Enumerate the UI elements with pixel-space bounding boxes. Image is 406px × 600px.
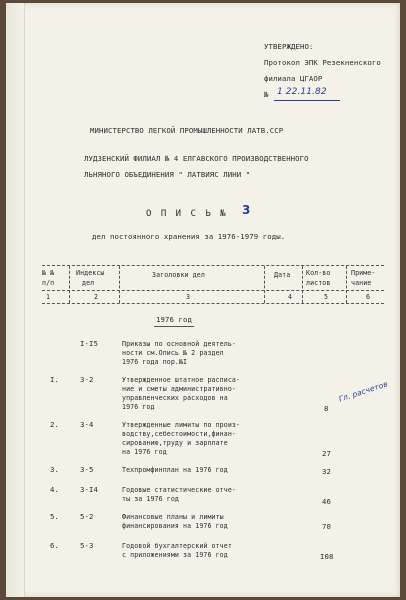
binding-margin (6, 3, 25, 597)
row-title-line: Утвержденные лимиты по произ- (122, 421, 241, 429)
col-date-header: Дата (274, 271, 291, 279)
col-number-3: 3 (186, 293, 191, 301)
col-notes-header: Приме- (351, 269, 376, 277)
approval-heading: УТВЕРЖДЕНО: (264, 42, 314, 51)
col-sep (346, 266, 347, 303)
col-num-header-2: п/п (42, 279, 55, 287)
row-sheets: 8 (324, 404, 329, 413)
row-title-line: 1976 год (122, 403, 155, 411)
col-sep (119, 266, 120, 303)
year-heading: 1976 год (156, 315, 192, 324)
table-header-top-rule (42, 265, 384, 266)
row-index: 5-3 (80, 541, 94, 550)
approval-branch: филиала ЦГАОР (264, 74, 323, 83)
col-number-5: 5 (324, 293, 329, 301)
opis-number: 3 (242, 203, 251, 217)
col-sheets-header-2: листов (306, 279, 331, 287)
col-number-1: 1 (46, 293, 51, 301)
row-title-line: водству,себестоимости,финан- (122, 430, 236, 438)
row-number: I. (50, 375, 59, 384)
col-sheets-header: Кол-во (306, 269, 331, 277)
row-title-line: Утвержденное штатное расписа- (122, 376, 241, 384)
col-index-header-2: дел (82, 279, 95, 287)
row-index: 3-2 (80, 375, 94, 384)
row-title-line: сированию,труду и зарплате (122, 439, 228, 447)
row-number: 5. (50, 512, 59, 521)
row-number: 2. (50, 420, 59, 429)
row-title-line: Техпромфинплан на 1976 год (122, 466, 228, 474)
table-header-bottom-rule (42, 303, 384, 304)
table-header-mid-rule (42, 290, 384, 291)
row-title-line: управленческих расходов на (122, 394, 228, 402)
col-notes-header-2: чание (351, 279, 372, 287)
row-sheets: I08 (320, 552, 334, 561)
organization-line-1: ЛУДЗЕНСКИЙ ФИЛИАЛ № 4 ЕЛГАВСКОГО ПРОИЗВОДСТВЕННОГО (84, 154, 309, 163)
row-sheets: 70 (322, 522, 331, 531)
row-title-line: 1976 года пор.№I (122, 358, 188, 366)
row-number: 4. (50, 485, 59, 494)
col-number-4: 4 (288, 293, 293, 301)
ministry-line: МИНИСТЕРСТВО ЛЕГКОЙ ПРОМЫШЛЕННОСТИ ЛАТВ.ССР (90, 126, 284, 135)
col-number-6: 6 (366, 293, 371, 301)
row-index: I-I5 (80, 339, 98, 348)
row-number: 6. (50, 541, 59, 550)
col-num-header: № № (42, 269, 55, 277)
col-sep (69, 266, 70, 303)
row-title-line: Приказы по основной деятель- (122, 340, 236, 348)
approval-handwritten-date: 1 22.11.82 (277, 87, 327, 97)
document-page (6, 3, 400, 597)
row-index: 5-2 (80, 512, 94, 521)
row-title-line: ности см.Опись № 2 раздел (122, 349, 224, 357)
col-index-header: Индексы (76, 269, 105, 277)
row-index: 3-5 (80, 465, 94, 474)
row-title-line: с приложениями за 1976 год (122, 551, 228, 559)
col-sep (302, 266, 303, 303)
row-index: 3-4 (80, 420, 94, 429)
handwritten-note: Гл. расчетов (337, 379, 389, 404)
approval-protocol: Протокол ЭПК Резекненского (264, 58, 381, 67)
row-title-line: Годовой бухгалтерский отчет (122, 542, 232, 550)
row-number: 3. (50, 465, 59, 474)
row-title-line: финансирования на 1976 год (122, 522, 228, 530)
col-number-2: 2 (94, 293, 99, 301)
row-sheets: 32 (322, 467, 331, 476)
approval-underline (274, 100, 340, 101)
row-title-line: Финансовые планы и лимиты (122, 513, 224, 521)
organization-line-2: ЛЬНЯНОГО ОБЪЕДИНЕНИЯ " ЛАТВИЯС ЛИНИ " (84, 170, 251, 179)
row-title-line: ты за 1976 год (122, 495, 179, 503)
approval-number-prefix: № (264, 90, 269, 99)
row-title-line: на 1976 год (122, 448, 167, 456)
row-title-line: ние и сметы административно- (122, 385, 236, 393)
opis-subtitle: дел постоянного хранения за 1976-1979 годы. (92, 232, 286, 241)
year-underline (154, 326, 194, 327)
col-sep (264, 266, 265, 303)
row-sheets: 27 (322, 449, 331, 458)
row-index: 3-I4 (80, 485, 98, 494)
opis-title: О П И С Ь № (146, 209, 228, 219)
row-sheets: 46 (322, 497, 331, 506)
col-title-header: Заголовки дел (152, 271, 205, 279)
row-title-line: Годовые статистические отче- (122, 486, 236, 494)
